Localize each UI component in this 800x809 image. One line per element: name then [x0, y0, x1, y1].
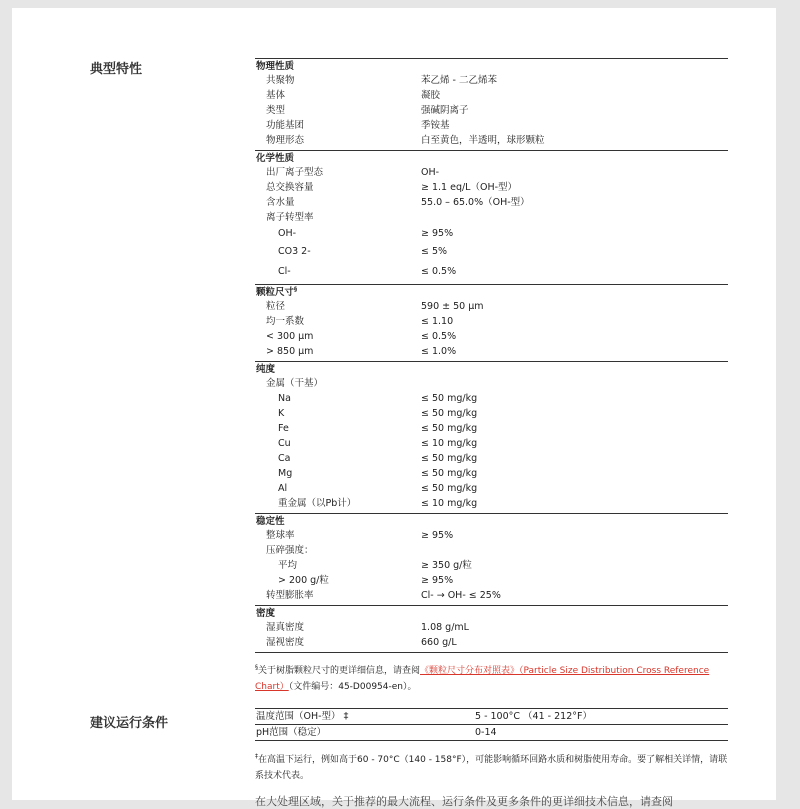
row-label: > 850 μm: [266, 346, 314, 357]
row-value: ≤ 0.5%: [421, 331, 457, 342]
row-label: 压碎强度：: [266, 545, 314, 556]
row-label: 离子转型率: [266, 212, 314, 223]
row-label: 均一系数: [266, 316, 305, 327]
row-label: 金属（干基）: [266, 378, 324, 389]
table-row: [255, 558, 728, 573]
table-row: [255, 210, 728, 225]
row-value: ≤ 50 mg/kg: [421, 408, 478, 419]
document-page: [12, 8, 776, 808]
row-label: 湿视密度: [266, 637, 305, 648]
row-label: Mg: [278, 468, 293, 479]
table-row: [255, 573, 728, 588]
row-label: CO3 2-: [278, 246, 311, 257]
row-label: < 300 μm: [266, 331, 314, 342]
table-row: [255, 709, 728, 725]
table-row: [255, 242, 728, 262]
row-label: OH-: [278, 228, 297, 239]
footnote-temperature: [255, 752, 735, 784]
row-value: 凝胶: [421, 90, 441, 101]
group-stability: [255, 514, 728, 606]
group-particle: [255, 285, 728, 362]
row-label: 整球率: [266, 530, 295, 541]
row-label: Fe: [278, 423, 289, 434]
table-row: [255, 225, 728, 242]
footnote-text: 在高温下运行，例如高于60 - 70°C（140 - 158°F），可能影响循环回路水质和树脂使用寿命。要了解相关详情，请联系技术代表。: [255, 755, 728, 781]
row-value: 5 - 100°C （41 - 212°F）: [475, 711, 592, 722]
row-value: 季铵基: [421, 120, 450, 131]
row-label: 类型: [266, 105, 286, 116]
footnote-text: 关于树脂颗粒尺寸的更详细信息，请查阅: [258, 666, 421, 676]
table-row: [255, 103, 728, 118]
row-value: ≤ 10 mg/kg: [421, 438, 478, 449]
table-row: [255, 262, 728, 282]
row-value: ≤ 50 mg/kg: [421, 423, 478, 434]
row-label: pH范围（稳定）: [256, 727, 327, 738]
table-row: [255, 195, 728, 210]
row-label: 湿真密度: [266, 622, 305, 633]
row-value: ≤ 10 mg/kg: [421, 498, 478, 509]
row-value: 1.08 g/mL: [421, 622, 469, 633]
row-value: 白至黄色，半透明，球形颗粒: [421, 135, 545, 146]
row-label: 总交换容量: [266, 182, 314, 193]
table-row: [255, 588, 728, 603]
table-row: [255, 496, 728, 511]
row-value: ≤ 50 mg/kg: [421, 483, 478, 494]
table-row: [255, 376, 728, 391]
table-row: [255, 620, 728, 635]
row-label: 转型膨胀率: [266, 590, 314, 601]
footnote-mark: §: [255, 664, 258, 671]
row-value: ≥ 95%: [421, 228, 454, 239]
table-row: [255, 73, 728, 88]
particle-size-chart-link[interactable]: 《颗粒尺寸分布对照表》（Particle Size Distribution Cross Reference Chart）: [255, 666, 710, 692]
table-row: [255, 299, 728, 314]
table-row: [255, 180, 728, 195]
row-value: ≤ 0.5%: [421, 266, 457, 277]
row-value: 660 g/L: [421, 637, 457, 648]
row-value: ≤ 5%: [421, 246, 448, 257]
row-label: Al: [278, 483, 288, 494]
footnote-mark: ‡: [343, 711, 349, 722]
group-title: 物理性质: [256, 61, 295, 72]
table-row: [255, 406, 728, 421]
row-label: 温度范围（OH-型）: [256, 711, 341, 722]
row-label: 平均: [278, 560, 298, 571]
group-title: 颗粒尺寸: [256, 287, 295, 298]
row-label: Ca: [278, 453, 291, 464]
row-value: Cl- → OH- ≤ 25%: [421, 590, 501, 601]
row-label: 基体: [266, 90, 286, 101]
row-value: 590 ± 50 μm: [421, 301, 484, 312]
operating-table: [255, 708, 728, 741]
row-label: Cl-: [278, 266, 291, 277]
footnote-text-after: （文件编号：45-D00954-en）。: [288, 682, 417, 692]
row-label: 功能基团: [266, 120, 305, 131]
group-chemical: [255, 151, 728, 285]
table-row: [255, 314, 728, 329]
table-row: [255, 88, 728, 103]
table-row: [255, 436, 728, 451]
row-value: 苯乙烯 - 二乙烯苯: [421, 75, 497, 86]
row-label: 物理形态: [266, 135, 305, 146]
table-row: [255, 133, 728, 148]
table-row: [255, 543, 728, 558]
row-label: 含水量: [266, 197, 295, 208]
row-value: ≥ 95%: [421, 530, 454, 541]
group-title: 密度: [256, 608, 276, 619]
spec-table: [255, 58, 728, 653]
row-value: 55.0 – 65.0%（OH-型）: [421, 197, 530, 208]
table-row: [255, 165, 728, 180]
footnote-mark: §: [294, 285, 298, 293]
section-title-typical: 典型特性: [90, 62, 143, 77]
row-label: Na: [278, 393, 291, 404]
row-label: > 200 g/粒: [278, 575, 329, 586]
row-value: ≤ 1.0%: [421, 346, 457, 357]
row-label: 重金属（以Pb计）: [278, 498, 357, 509]
row-value: ≥ 1.1 eq/L（OH-型）: [421, 182, 518, 193]
footnote-mark: ‡: [255, 753, 258, 760]
row-value: 0-14: [475, 727, 497, 738]
table-row: [255, 391, 728, 406]
table-row: [255, 421, 728, 436]
table-row: [255, 118, 728, 133]
table-row: [255, 466, 728, 481]
group-title: 化学性质: [256, 153, 295, 164]
row-value: ≤ 50 mg/kg: [421, 468, 478, 479]
table-row: [255, 329, 728, 344]
row-label-wrap: [255, 709, 475, 724]
row-label: Cu: [278, 438, 291, 449]
row-value: OH-: [421, 167, 440, 178]
table-row: [255, 344, 728, 359]
table-row: [255, 635, 728, 650]
row-value: 强碱阴离子: [421, 105, 469, 116]
table-row: [255, 451, 728, 466]
row-label: 出厂离子型态: [266, 167, 324, 178]
table-row: [255, 528, 728, 543]
row-value: ≤ 1.10: [421, 316, 454, 327]
row-label: K: [278, 408, 285, 419]
row-label: 粒径: [266, 301, 286, 312]
section-title-recommended: 建议运行条件: [90, 716, 169, 731]
footnote-particle-size: [255, 663, 735, 695]
group-physical: [255, 59, 728, 151]
body-text-cut: 在大处理区域，关于推荐的最大流程、运行条件及更多条件的更详细技术信息，请查阅: [255, 795, 673, 808]
row-value: ≤ 50 mg/kg: [421, 393, 478, 404]
table-row: [255, 481, 728, 496]
group-title: 纯度: [256, 364, 276, 375]
group-title-wrap: [255, 286, 728, 299]
group-purity: [255, 362, 728, 514]
group-density: [255, 606, 728, 653]
row-value: ≥ 95%: [421, 575, 454, 586]
table-row: [255, 725, 728, 741]
row-value: ≥ 350 g/粒: [421, 560, 472, 571]
group-title: 稳定性: [256, 516, 285, 527]
row-value: ≤ 50 mg/kg: [421, 453, 478, 464]
row-label: 共聚物: [266, 75, 295, 86]
